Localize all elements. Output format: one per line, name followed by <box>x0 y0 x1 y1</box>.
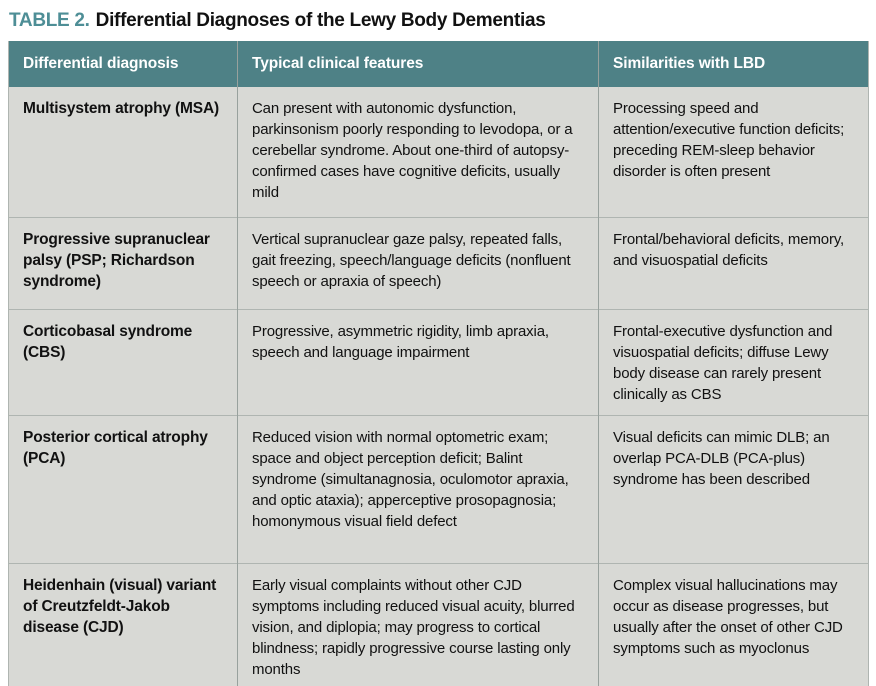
features-cell: Early visual complaints without other CJD symptoms including reduced visual acuity, blurred vision, and diplopia; may progress to cortical blindness; rapidly progressive course lasting only months <box>238 563 599 686</box>
similarities-cell: Processing speed and attention/executive function deficits; preceding REM-sleep behavior disorder is often present <box>599 87 869 217</box>
diagnosis-cell: Heidenhain (visual) variant of Creutzfeldt-Jakob disease (CJD) <box>9 563 238 686</box>
features-cell: Vertical supranuclear gaze palsy, repeated falls, gait freezing, speech/language deficits (nonfluent speech or apraxia of speech) <box>238 217 599 309</box>
column-header-typical-clinical-features: Typical clinical features <box>238 41 599 87</box>
column-header-similarities-with-lbd: Similarities with LBD <box>599 41 869 87</box>
table-row <box>9 415 869 563</box>
similarities-cell: Visual deficits can mimic DLB; an overlap PCA-DLB (PCA-plus) syndrome has been described <box>599 415 869 563</box>
table-row <box>9 309 869 415</box>
features-cell: Reduced vision with normal optometric exam; space and object perception deficit; Balint syndrome (simultanagnosia, oculomotor apraxia, and optic ataxia); apperceptive prosopagnosia; homonymous visual field defect <box>238 415 599 563</box>
column-header-differential-diagnosis: Differential diagnosis <box>9 41 238 87</box>
features-cell: Progressive, asymmetric rigidity, limb apraxia, speech and language impairment <box>238 309 599 415</box>
diagnosis-cell: Progressive supranuclear palsy (PSP; Richardson syndrome) <box>9 217 238 309</box>
table-row <box>9 217 869 309</box>
similarities-cell: Frontal/behavioral deficits, memory, and visuospatial deficits <box>599 217 869 309</box>
table-header-row <box>9 41 869 87</box>
table-row <box>9 563 869 686</box>
similarities-cell: Frontal-executive dysfunction and visuospatial deficits; diffuse Lewy body disease can rarely present clinically as CBS <box>599 309 869 415</box>
features-cell: Can present with autonomic dysfunction, parkinsonism poorly responding to levodopa, or a cerebellar syndrome. About one-third of autopsy-confirmed cases have cognitive deficits, usually mild <box>238 87 599 217</box>
table-row <box>9 87 869 217</box>
diagnosis-cell: Posterior cortical atrophy (PCA) <box>9 415 238 563</box>
table-title-text: Differential Diagnoses of the Lewy Body Dementias <box>95 10 546 31</box>
diagnosis-cell: Multisystem atrophy (MSA) <box>9 87 238 217</box>
diagnosis-cell: Corticobasal syndrome (CBS) <box>9 309 238 415</box>
similarities-cell: Complex visual hallucinations may occur as disease progresses, but usually after the onset of other CJD symptoms such as myoclonus <box>599 563 869 686</box>
table-title <box>9 10 868 32</box>
differential-diagnoses-table <box>8 41 869 686</box>
table-number-label: TABLE 2. <box>9 10 90 31</box>
